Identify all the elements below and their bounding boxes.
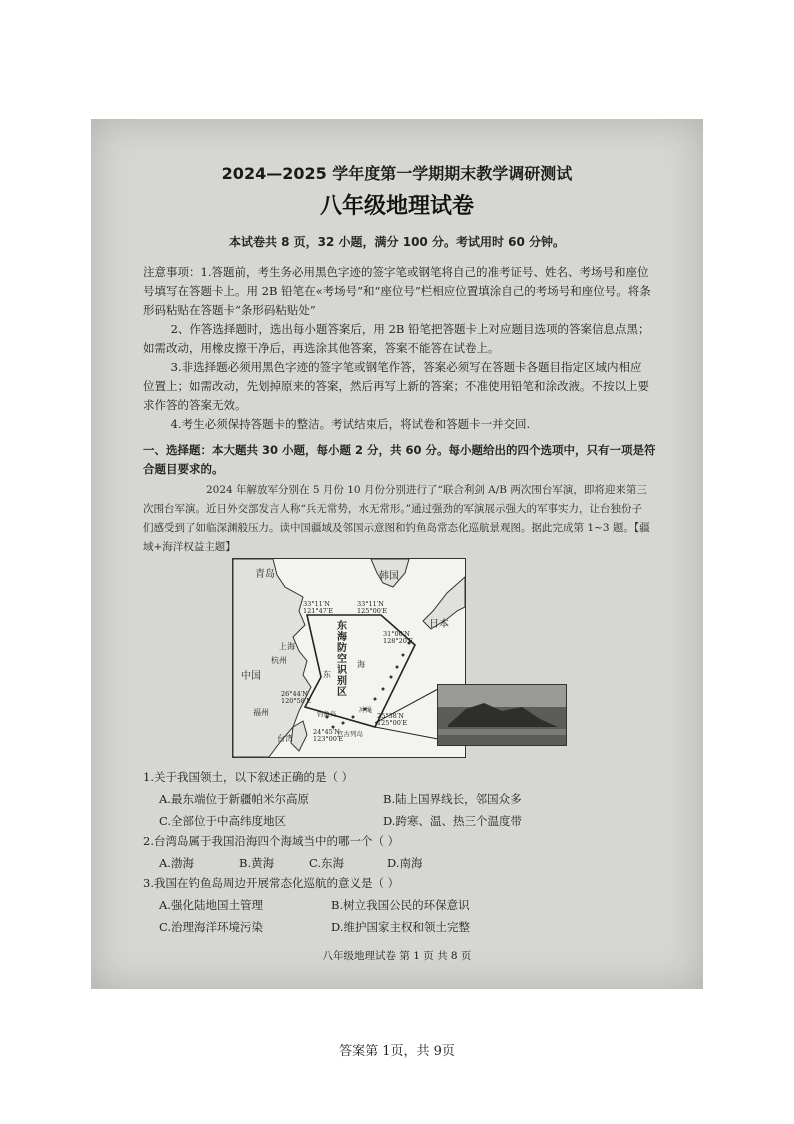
- label-japan: 日本: [429, 619, 449, 630]
- china-east-sea-map: [232, 558, 466, 758]
- label-qingdao: 青岛: [255, 569, 275, 580]
- note-1: 注意事项：1.答题前，考生务必用黑色字迹的签字笔或钢笔将自己的准考证号、姓名、考场号和座位号填写在答题卡上。用 2B 铅笔在«考场号”和“座位号”栏相应位置填涂自己的考场号和座位号。将条形码粘贴在答题卡“条形码粘贴处”: [143, 265, 651, 317]
- q2-option-d: D.南海: [387, 856, 423, 870]
- note-2: 2、作答选择题时，选出每小题答案后，用 2B 铅笔把答题卡上对应题目选项的答案信息点黑；如需改动，用橡皮擦干净后，再选涂其他答案，答案不能答在试卷上。: [143, 322, 650, 355]
- label-adiz: 东海防空识别区: [337, 621, 347, 698]
- coord-c: 31°00′N 128°20′E: [383, 630, 414, 645]
- q3-option-b: B.树立我国公民的环保意识: [331, 898, 470, 912]
- label-china: 中国: [241, 671, 261, 682]
- label-korea: 韩国: [379, 571, 399, 582]
- label-east: 东: [323, 670, 331, 679]
- coord-f: 24°45′N 123°00′E: [313, 728, 344, 743]
- label-shanghai: 上海: [279, 642, 295, 651]
- q3-option-d: D.维护国家主权和领土完整: [331, 920, 470, 934]
- section-heading: 一、选择题：本大题共 30 小题，每小题 2 分，共 60 分。每小题给出的四个选项中，只有一项是符合题目要求的。: [143, 443, 656, 476]
- paper-footer: 八年级地理试卷 第 1 页 共 8 页: [322, 950, 472, 962]
- label-miyako: 宫古列岛: [337, 730, 363, 738]
- notes-block: [143, 263, 653, 434]
- label-taiwan: 台湾: [277, 734, 293, 743]
- coord-d: 26°44′N 120°58′E: [281, 690, 312, 705]
- coord-a: 33°11′N 121°47′E: [303, 600, 334, 615]
- q1-option-d: D.跨寒、温、热三个温度带: [383, 814, 522, 828]
- question-1-stem: 1.关于我国领土，以下叙述正确的是（ ）: [143, 770, 354, 784]
- q2-option-b: B.黄海: [239, 856, 275, 870]
- q1-option-b: B.陆上国界线长，邻国众多: [383, 792, 522, 806]
- note-4: 4.考生必须保持答题卡的整洁。考试结束后，将试卷和答题卡一并交回.: [170, 417, 531, 431]
- label-okinawa: 冲绳: [359, 706, 372, 714]
- label-fuzhou: 福州: [253, 708, 269, 717]
- reading-passage: 2024 年解放军分别在 5 月份 10 月份分别进行了“联合利剑 A/B 两次围台军演，即将迎来第三次围台军演。近日外交部发言人称“兵无常势，水无常形。”通过强劲的军演展示强大的军事实力，让台独份子们感受到了如临深渊般压力。读中国疆域及邻国示意图和钓鱼岛常态化巡航景观图。据此完成第 1~3 题。【疆域+海洋权益主题】: [143, 484, 650, 553]
- q2-option-c: C.东海: [309, 856, 345, 870]
- coord-b: 33°11′N 125°00′E: [357, 600, 388, 615]
- exam-subtitle: 八年级地理试卷: [319, 193, 474, 219]
- label-hangzhou: 杭州: [271, 656, 287, 665]
- inset-image: [438, 685, 566, 745]
- coord-e: 25°38′N 125°00′E: [377, 712, 408, 727]
- label-sea: 海: [357, 660, 365, 669]
- q3-option-c: C.治理海洋环境污染: [159, 920, 264, 934]
- label-diaoyu: 钓鱼岛: [317, 710, 337, 718]
- exam-info: 本试卷共 8 页，32 小题，满分 100 分。考试用时 60 分钟。: [228, 235, 566, 249]
- diaoyu-patrol-photo: [437, 684, 567, 746]
- q1-option-a: A.最东端位于新疆帕米尔高原: [159, 792, 309, 806]
- page-number: 答案第 1页，共 9页: [339, 1044, 455, 1059]
- q1-option-c: C.全部位于中高纬度地区: [159, 814, 287, 828]
- map-drawing: [233, 559, 465, 757]
- exam-title: 2024—2025 学年度第一学期期末教学调研测试: [221, 164, 573, 183]
- exam-paper-photo: [91, 119, 703, 989]
- q3-option-a: A.强化陆地国土管理: [159, 898, 263, 912]
- question-3-stem: 3.我国在钓鱼岛周边开展常态化巡航的意义是（ ）: [143, 876, 400, 890]
- note-3: 3.非选择题必须用黑色字迹的签字笔或钢笔作答，答案必须写在答题卡各题目指定区域内相应位置上；如需改动，先划掉原来的答案，然后再写上新的答案；不准使用铅笔和涂改液。不按以上要求作答的答案无效。: [143, 360, 649, 412]
- q2-option-a: A.渤海: [159, 856, 194, 870]
- question-2-stem: 2.台湾岛属于我国沿海四个海域当中的哪一个（ ）: [143, 834, 400, 848]
